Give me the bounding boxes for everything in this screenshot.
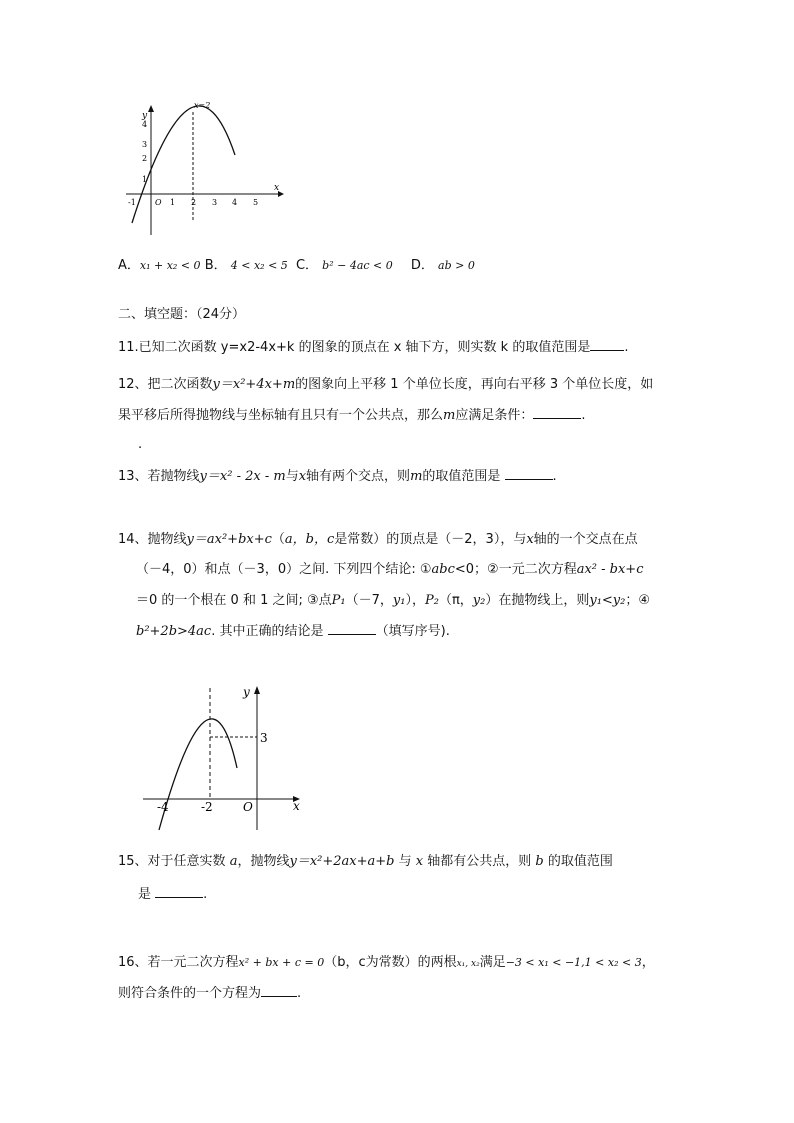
- tick-3: 3: [260, 731, 268, 745]
- q13-p2: 与: [285, 469, 299, 484]
- question-14-line-1: [118, 531, 638, 549]
- y-tick-1: 1: [142, 175, 148, 184]
- q13-p3: 轴有两个交点，则: [306, 469, 411, 484]
- q11-answer-blank[interactable]: [590, 349, 624, 351]
- q13-answer-blank[interactable]: [505, 478, 553, 480]
- q15-p3: 与: [398, 854, 412, 869]
- question-13: [118, 468, 557, 486]
- q14-l3p2: P₂: [424, 593, 439, 608]
- question-12-line-2: [118, 407, 586, 425]
- x-tick-2: 2: [191, 198, 197, 207]
- x-tick-o: O: [155, 198, 162, 207]
- q14-l2a: （－4，0）和点（－3，0）之间. 下列四个结论: ①: [136, 562, 432, 577]
- question-15-line-1: [118, 853, 613, 871]
- q15-expr: y＝x²+2ax+a+b: [289, 854, 395, 869]
- vline-label: x=2: [194, 101, 211, 110]
- question-12-line-1: [118, 376, 653, 394]
- parabola-graph-2: [135, 680, 310, 835]
- q12-line2a: 果平移后所得抛物线与坐标轴有且只有一个公共点，那么: [118, 408, 444, 423]
- q16-p3: 满足: [479, 955, 506, 970]
- x-tick-m1: -1: [128, 198, 136, 207]
- q14-l3d: （π，: [438, 593, 473, 608]
- q15-p1: 15、对于任意实数: [118, 854, 226, 869]
- q14-l1expr: y＝ax²+bx+c: [186, 532, 272, 547]
- q14-l3y1: y₁: [392, 593, 406, 608]
- option-a-expr: x₁ + x₂ < 0: [139, 259, 201, 272]
- q14-l3ineq: y₁<y₂: [589, 593, 626, 608]
- parabola-graph-1: [118, 95, 288, 240]
- q16-p2: （b，c为常数）的两根: [324, 955, 457, 970]
- q14-l4b: （填写序号).: [375, 624, 450, 639]
- q13-p4: 的取值范围是: [422, 469, 501, 484]
- q12-expr: y＝x²+4x+m: [212, 377, 296, 392]
- q15-end: .: [203, 887, 208, 902]
- y-tick-4: 4: [142, 120, 148, 129]
- option-c-expr: b² − 4ac < 0: [322, 259, 393, 272]
- q14-l2expr: ax² - bx+c: [576, 562, 644, 577]
- q14-l3a: ＝0 的一个根在 0 和 1 之间; ③点: [136, 593, 332, 608]
- question-14-line-2: [136, 561, 643, 579]
- y-tick-3: 3: [142, 140, 148, 149]
- q14-l3f: ；④: [625, 593, 651, 608]
- q14-l3y2: y₂: [472, 593, 486, 608]
- q13-end: .: [552, 469, 557, 484]
- y-axis-arrow: [148, 105, 154, 112]
- x-tick-4: 4: [232, 198, 238, 207]
- q11-end: .: [624, 340, 629, 355]
- q12-stray-dot: .: [138, 437, 143, 452]
- q16-l2: 则符合条件的一个方程为: [118, 986, 262, 1001]
- section-title: 二、填空题：（24分）: [118, 307, 246, 322]
- q16-cond: −3 < x₁ < −1,1 < x₂ < 3: [505, 956, 642, 969]
- q15-p4: 轴都有公共点，则: [427, 854, 532, 869]
- option-b-letter: B．: [204, 258, 227, 273]
- q14-l1d: 轴的一个交点在点: [533, 532, 638, 547]
- q14-l3e: ）在抛物线上，则: [485, 593, 590, 608]
- tick-m4: -4: [157, 800, 169, 814]
- question-16-line-2: [118, 985, 301, 1003]
- parabola-curve: [159, 719, 237, 830]
- q14-l1a: 14、抛物线: [118, 532, 187, 547]
- option-d-letter: D．: [410, 258, 434, 273]
- parabola-curve: [132, 106, 238, 223]
- q15-answer-blank[interactable]: [155, 896, 203, 898]
- q13-var-m: m: [410, 469, 423, 484]
- y-axis-arrow: [254, 686, 260, 694]
- q14-l1x: x: [526, 532, 534, 547]
- option-c-letter: C．: [295, 258, 319, 273]
- q14-l1c: 是常数）的顶点是（－2，3），与: [334, 532, 527, 547]
- q15-p2: ，抛物线: [237, 854, 290, 869]
- option-d-expr: ab > 0: [438, 259, 475, 272]
- q16-answer-blank[interactable]: [261, 995, 297, 997]
- x-tick-3: 3: [212, 198, 218, 207]
- q13-p1: 13、若抛物线: [118, 469, 200, 484]
- q13-expr: y＝x² - 2x - m: [199, 469, 286, 484]
- q14-answer-blank[interactable]: [328, 633, 376, 635]
- tick-m2: -2: [201, 800, 213, 814]
- q11-text: 11.已知二次函数 y=x2-4x+k 的图象的顶点在 x 轴下方，则实数 k 的取值范围是: [118, 340, 591, 355]
- q14-l4expr: b²+2b>4ac: [136, 624, 212, 639]
- origin-label: O: [243, 800, 253, 814]
- q15-var-b: b: [535, 854, 544, 869]
- q14-l4a: . 其中正确的结论是: [211, 624, 324, 639]
- q14-l3p1: P₁: [331, 593, 346, 608]
- q14-l1vars: a，b，c: [284, 532, 335, 547]
- q12-end: .: [581, 408, 586, 423]
- x-axis-label: x: [293, 799, 300, 813]
- x-tick-5: 5: [253, 198, 259, 207]
- q14-l3c: ），: [405, 593, 425, 608]
- y-axis-label: y: [243, 685, 250, 699]
- options-row: [118, 257, 475, 275]
- q14-l1b: （: [271, 532, 285, 547]
- q16-expr: x² + bx + c = 0: [238, 956, 325, 969]
- q14-l2b: <0；②一元二次方程: [454, 562, 577, 577]
- q12-answer-blank[interactable]: [533, 417, 581, 419]
- option-a-letter: A．: [118, 258, 140, 273]
- q13-var-x: x: [298, 469, 307, 484]
- question-11: [118, 339, 628, 357]
- q15-var-a: a: [229, 854, 238, 869]
- question-15-line-2: [138, 886, 207, 904]
- option-b-expr: 4 < x₂ < 5: [230, 259, 288, 272]
- y-axis-label: y: [142, 111, 148, 121]
- q12-p2: 的图象向上平移 1 个单位长度，再向右平移 3 个单位长度，如: [295, 377, 654, 392]
- x-tick-1: 1: [170, 198, 176, 207]
- question-14-line-3: [136, 592, 650, 610]
- x-axis-label: x: [274, 183, 280, 193]
- q14-l3b: （－7，: [345, 593, 393, 608]
- q15-var-x: x: [415, 854, 424, 869]
- q12-var-m: m: [443, 408, 456, 423]
- q15-l2: 是: [138, 887, 152, 902]
- q12-line2b: 应满足条件：: [455, 408, 534, 423]
- q16-p1: 16、若一元二次方程: [118, 955, 239, 970]
- q16-end: .: [297, 986, 302, 1001]
- q16-roots: x₁, x₂: [456, 959, 480, 969]
- question-14-line-4: [136, 623, 450, 641]
- q16-end1: ，: [641, 955, 655, 970]
- q12-p1: 12、把二次函数: [118, 377, 213, 392]
- q14-l2abc: abc: [431, 562, 455, 577]
- y-tick-2: 2: [142, 154, 148, 163]
- q15-p5: 的取值范围: [547, 854, 613, 869]
- question-16-line-1: [118, 954, 655, 973]
